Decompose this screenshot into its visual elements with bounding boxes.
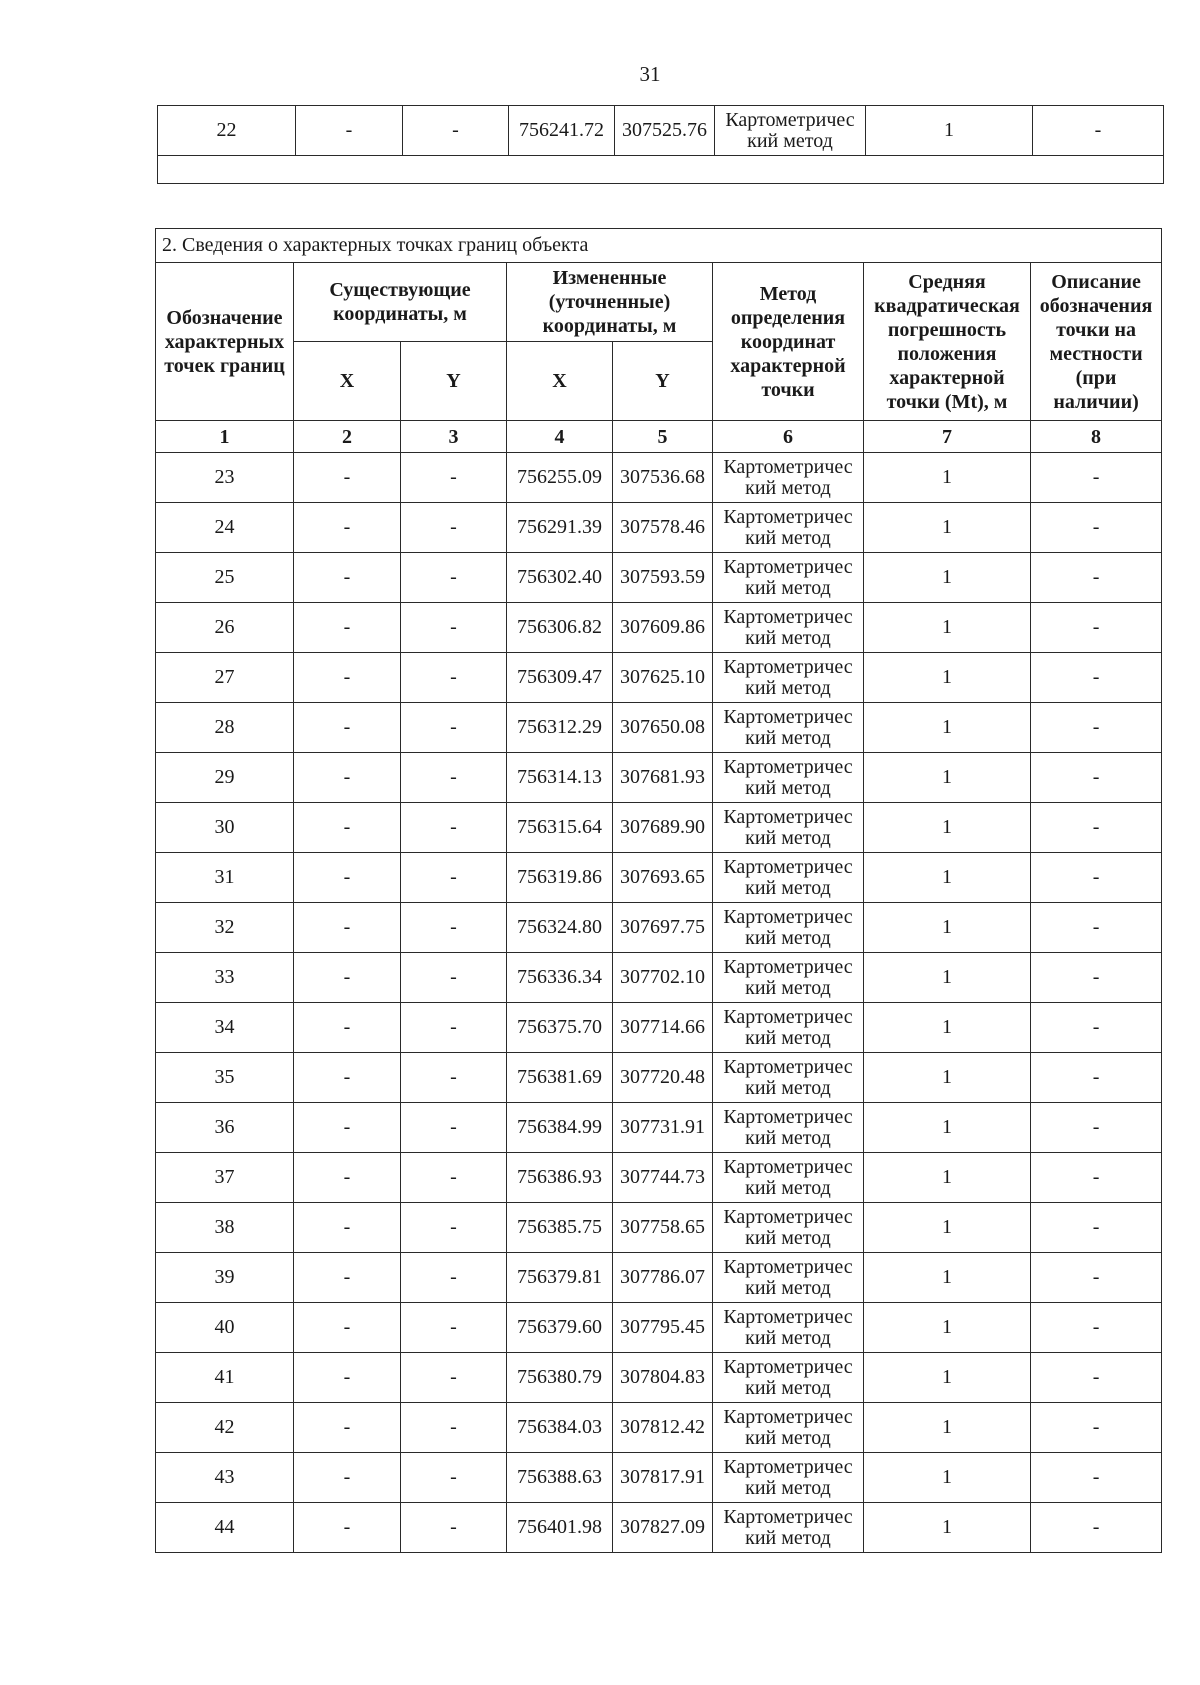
error-cell: 1 <box>864 853 1031 903</box>
changed-x-cell: 756309.47 <box>507 653 613 703</box>
point-cell: 24 <box>156 503 294 553</box>
header-description: Описание обозначения точки на местности (при наличии) <box>1031 263 1162 421</box>
changed-x-cell: 756291.39 <box>507 503 613 553</box>
method-line-1: Картометричес <box>725 108 855 131</box>
description-cell: - <box>1031 1503 1162 1553</box>
method-line-1: Картометричес <box>723 505 853 528</box>
method-line-1: Картометричес <box>723 1205 853 1228</box>
changed-y-cell: 307702.10 <box>613 953 713 1003</box>
existing-x-cell: - <box>294 1403 401 1453</box>
error-cell: 1 <box>864 903 1031 953</box>
method-cell <box>713 1253 864 1303</box>
error-cell: 1 <box>864 1453 1031 1503</box>
description-cell: - <box>1033 106 1164 156</box>
error-cell: 1 <box>864 603 1031 653</box>
table-row <box>156 1103 1162 1153</box>
point-cell: 39 <box>156 1253 294 1303</box>
existing-y-cell: - <box>401 1003 507 1053</box>
changed-y-cell: 307578.46 <box>613 503 713 553</box>
method-line-2: кий метод <box>745 1426 831 1449</box>
method-cell <box>713 1203 864 1253</box>
method-cell <box>715 106 866 156</box>
header-existing-coordinates: Существующие координаты, м <box>294 263 507 342</box>
section-title: 2. Сведения о характерных точках границ объекта <box>156 229 1162 263</box>
method-cell <box>713 1453 864 1503</box>
point-cell: 28 <box>156 703 294 753</box>
changed-x-cell: 756336.34 <box>507 953 613 1003</box>
changed-x-cell: 756379.60 <box>507 1303 613 1353</box>
method-line-2: кий метод <box>745 1076 831 1099</box>
description-cell: - <box>1031 1253 1162 1303</box>
existing-x-cell: - <box>294 653 401 703</box>
existing-y-cell: - <box>401 603 507 653</box>
point-cell: 33 <box>156 953 294 1003</box>
method-line-2: кий метод <box>745 1226 831 1249</box>
existing-y-cell: - <box>401 803 507 853</box>
col-number-7: 7 <box>864 421 1031 453</box>
changed-x-cell: 756306.82 <box>507 603 613 653</box>
error-cell: 1 <box>864 953 1031 1003</box>
method-cell <box>713 603 864 653</box>
table-row <box>156 603 1162 653</box>
method-line-1: Картометричес <box>723 655 853 678</box>
changed-x-cell: 756241.72 <box>509 106 615 156</box>
table-row <box>156 703 1162 753</box>
existing-x-cell: - <box>294 1353 401 1403</box>
existing-y-cell: - <box>401 953 507 1003</box>
changed-x-cell: 756319.86 <box>507 853 613 903</box>
method-line-1: Картометричес <box>723 1405 853 1428</box>
table-row <box>156 753 1162 803</box>
method-cell <box>713 703 864 753</box>
method-line-2: кий метод <box>745 1526 831 1549</box>
method-line-1: Картометричес <box>723 805 853 828</box>
boundary-points-table <box>155 228 1162 1553</box>
existing-y-cell: - <box>401 1453 507 1503</box>
error-cell: 1 <box>864 1003 1031 1053</box>
col-number-8: 8 <box>1031 421 1162 453</box>
method-line-2: кий метод <box>745 1276 831 1299</box>
point-cell: 25 <box>156 553 294 603</box>
existing-x-cell: - <box>294 803 401 853</box>
existing-x-cell: - <box>294 1453 401 1503</box>
section-title-row <box>156 229 1162 263</box>
description-cell: - <box>1031 1353 1162 1403</box>
changed-x-cell: 756312.29 <box>507 703 613 753</box>
method-line-1: Картометричес <box>723 1455 853 1478</box>
existing-y-cell: - <box>401 1253 507 1303</box>
existing-y-cell: - <box>401 1153 507 1203</box>
method-line-2: кий метод <box>745 1176 831 1199</box>
changed-y-cell: 307731.91 <box>613 1103 713 1153</box>
method-line-1: Картометричес <box>723 1355 853 1378</box>
existing-x-cell: - <box>294 853 401 903</box>
changed-y-cell: 307593.59 <box>613 553 713 603</box>
error-cell: 1 <box>864 503 1031 553</box>
point-cell: 30 <box>156 803 294 853</box>
existing-x-cell: - <box>294 1503 401 1553</box>
description-cell: - <box>1031 603 1162 653</box>
method-cell <box>713 903 864 953</box>
changed-y-cell: 307650.08 <box>613 703 713 753</box>
existing-y-cell: - <box>401 1303 507 1353</box>
method-line-1: Картометричес <box>723 855 853 878</box>
error-cell: 1 <box>864 553 1031 603</box>
description-cell: - <box>1031 1103 1162 1153</box>
changed-y-cell: 307693.65 <box>613 853 713 903</box>
changed-x-cell: 756388.63 <box>507 1453 613 1503</box>
existing-y-cell: - <box>401 903 507 953</box>
point-cell: 36 <box>156 1103 294 1153</box>
method-cell <box>713 453 864 503</box>
changed-x-cell: 756375.70 <box>507 1003 613 1053</box>
method-line-1: Картометричес <box>723 1105 853 1128</box>
changed-y-cell: 307795.45 <box>613 1303 713 1353</box>
changed-x-cell: 756401.98 <box>507 1503 613 1553</box>
table-row <box>156 653 1162 703</box>
existing-y-cell: - <box>401 1203 507 1253</box>
point-cell: 22 <box>158 106 296 156</box>
error-cell: 1 <box>864 1353 1031 1403</box>
error-cell: 1 <box>864 1103 1031 1153</box>
changed-y-cell: 307786.07 <box>613 1253 713 1303</box>
method-line-1: Картометричес <box>723 455 853 478</box>
method-line-2: кий метод <box>745 726 831 749</box>
col-number-4: 4 <box>507 421 613 453</box>
method-line-2: кий метод <box>745 1026 831 1049</box>
description-cell: - <box>1031 1053 1162 1103</box>
existing-y-cell: - <box>401 853 507 903</box>
changed-y-cell: 307744.73 <box>613 1153 713 1203</box>
method-line-2: кий метод <box>745 576 831 599</box>
description-cell: - <box>1031 1153 1162 1203</box>
table-row <box>156 1453 1162 1503</box>
method-line-2: кий метод <box>745 676 831 699</box>
col-number-3: 3 <box>401 421 507 453</box>
point-cell: 27 <box>156 653 294 703</box>
description-cell: - <box>1031 503 1162 553</box>
existing-x-cell: - <box>294 1003 401 1053</box>
method-line-1: Картометричес <box>723 1155 853 1178</box>
existing-x-cell: - <box>294 903 401 953</box>
method-line-2: кий метод <box>745 1326 831 1349</box>
changed-y-cell: 307525.76 <box>615 106 715 156</box>
changed-y-cell: 307827.09 <box>613 1503 713 1553</box>
existing-y-cell: - <box>401 653 507 703</box>
existing-x-cell: - <box>294 1103 401 1153</box>
previous-rows <box>158 106 1164 156</box>
method-line-2: кий метод <box>745 626 831 649</box>
existing-y-cell: - <box>401 1403 507 1453</box>
header-row-1 <box>156 263 1162 342</box>
existing-x-cell: - <box>294 453 401 503</box>
existing-y-cell: - <box>401 1053 507 1103</box>
table-row <box>156 1403 1162 1453</box>
error-cell: 1 <box>864 653 1031 703</box>
changed-x-cell: 756324.80 <box>507 903 613 953</box>
method-line-2: кий метод <box>745 1126 831 1149</box>
method-cell <box>713 1403 864 1453</box>
error-cell: 1 <box>864 1053 1031 1103</box>
existing-x-cell: - <box>294 1203 401 1253</box>
changed-x-cell: 756379.81 <box>507 1253 613 1303</box>
existing-x-cell: - <box>294 1153 401 1203</box>
method-line-1: Картометричес <box>723 705 853 728</box>
method-line-1: Картометричес <box>723 605 853 628</box>
description-cell: - <box>1031 803 1162 853</box>
method-line-2: кий метод <box>745 826 831 849</box>
previous-empty-row <box>158 156 1164 184</box>
existing-y-cell: - <box>401 553 507 603</box>
method-line-1: Картометричес <box>723 555 853 578</box>
data-rows <box>156 453 1162 1553</box>
method-line-2: кий метод <box>745 1476 831 1499</box>
changed-y-cell: 307536.68 <box>613 453 713 503</box>
table-row <box>156 903 1162 953</box>
point-cell: 41 <box>156 1353 294 1403</box>
table-row <box>156 1303 1162 1353</box>
existing-x-cell: - <box>294 1253 401 1303</box>
changed-y-cell: 307689.90 <box>613 803 713 853</box>
description-cell: - <box>1031 553 1162 603</box>
table-row <box>156 853 1162 903</box>
existing-x-cell: - <box>294 503 401 553</box>
method-line-1: Картометричес <box>723 955 853 978</box>
description-cell: - <box>1031 1303 1162 1353</box>
point-cell: 42 <box>156 1403 294 1453</box>
description-cell: - <box>1031 1403 1162 1453</box>
method-cell <box>713 1103 864 1153</box>
method-cell <box>713 503 864 553</box>
method-cell <box>713 803 864 853</box>
existing-x-cell: - <box>294 553 401 603</box>
changed-x-cell: 756302.40 <box>507 553 613 603</box>
method-cell <box>713 1153 864 1203</box>
point-cell: 44 <box>156 1503 294 1553</box>
description-cell: - <box>1031 753 1162 803</box>
col-number-2: 2 <box>294 421 401 453</box>
point-cell: 34 <box>156 1003 294 1053</box>
col-number-1: 1 <box>156 421 294 453</box>
existing-y-cell: - <box>401 703 507 753</box>
method-line-1: Картометричес <box>723 1005 853 1028</box>
error-cell: 1 <box>864 753 1031 803</box>
point-cell: 38 <box>156 1203 294 1253</box>
method-line-1: Картометричес <box>723 905 853 928</box>
changed-y-cell: 307681.93 <box>613 753 713 803</box>
table-row <box>156 1053 1162 1103</box>
existing-x-cell: - <box>294 1303 401 1353</box>
error-cell: 1 <box>864 1153 1031 1203</box>
existing-x-cell: - <box>294 703 401 753</box>
existing-x-cell: - <box>294 753 401 803</box>
existing-y-cell: - <box>401 453 507 503</box>
changed-x-cell: 756384.03 <box>507 1403 613 1453</box>
point-cell: 23 <box>156 453 294 503</box>
header-changed-x: X <box>507 342 613 421</box>
table-row <box>156 953 1162 1003</box>
error-cell: 1 <box>864 803 1031 853</box>
changed-y-cell: 307625.10 <box>613 653 713 703</box>
method-cell <box>713 953 864 1003</box>
existing-y-cell: - <box>401 1103 507 1153</box>
table-row <box>156 1503 1162 1553</box>
existing-x-cell: - <box>296 106 403 156</box>
method-cell <box>713 1503 864 1553</box>
header-error: Средняя квадратическая погрешность положения характерной точки (Mt), м <box>864 263 1031 421</box>
description-cell: - <box>1031 1003 1162 1053</box>
method-line-1: Картометричес <box>723 1305 853 1328</box>
table-row <box>156 803 1162 853</box>
method-cell <box>713 753 864 803</box>
point-cell: 32 <box>156 903 294 953</box>
error-cell: 1 <box>864 1203 1031 1253</box>
changed-x-cell: 756385.75 <box>507 1203 613 1253</box>
point-cell: 31 <box>156 853 294 903</box>
point-cell: 29 <box>156 753 294 803</box>
error-cell: 1 <box>864 1403 1031 1453</box>
method-line-2: кий метод <box>745 1376 831 1399</box>
method-cell <box>713 553 864 603</box>
header-existing-y: Y <box>401 342 507 421</box>
existing-x-cell: - <box>294 603 401 653</box>
changed-x-cell: 756384.99 <box>507 1103 613 1153</box>
method-cell <box>713 1003 864 1053</box>
page-number: 31 <box>639 62 661 86</box>
changed-y-cell: 307720.48 <box>613 1053 713 1103</box>
changed-y-cell: 307697.75 <box>613 903 713 953</box>
method-line-2: кий метод <box>745 476 831 499</box>
error-cell: 1 <box>864 1303 1031 1353</box>
method-line-2: кий метод <box>747 129 833 152</box>
error-cell: 1 <box>864 1503 1031 1553</box>
header-changed-y: Y <box>613 342 713 421</box>
previous-section-table <box>157 105 1164 184</box>
changed-y-cell: 307609.86 <box>613 603 713 653</box>
point-cell: 37 <box>156 1153 294 1203</box>
point-cell: 43 <box>156 1453 294 1503</box>
table-row <box>156 453 1162 503</box>
table-row <box>156 1203 1162 1253</box>
existing-y-cell: - <box>401 503 507 553</box>
method-cell <box>713 1303 864 1353</box>
method-line-1: Картометричес <box>723 1055 853 1078</box>
table-row <box>156 1253 1162 1303</box>
changed-x-cell: 756380.79 <box>507 1353 613 1403</box>
changed-y-cell: 307812.42 <box>613 1403 713 1453</box>
method-line-2: кий метод <box>745 876 831 899</box>
point-cell: 35 <box>156 1053 294 1103</box>
error-cell: 1 <box>866 106 1033 156</box>
header-changed-coordinates: Измененные (уточненные) координаты, м <box>507 263 713 342</box>
method-line-2: кий метод <box>745 526 831 549</box>
header-existing-x: X <box>294 342 401 421</box>
method-cell <box>713 853 864 903</box>
description-cell: - <box>1031 703 1162 753</box>
description-cell: - <box>1031 953 1162 1003</box>
method-cell <box>713 1053 864 1103</box>
existing-y-cell: - <box>401 1353 507 1403</box>
point-cell: 26 <box>156 603 294 653</box>
method-cell <box>713 653 864 703</box>
description-cell: - <box>1031 1453 1162 1503</box>
changed-x-cell: 756386.93 <box>507 1153 613 1203</box>
method-cell <box>713 1353 864 1403</box>
changed-x-cell: 756255.09 <box>507 453 613 503</box>
error-cell: 1 <box>864 1253 1031 1303</box>
empty-cell <box>158 156 1164 184</box>
table-row <box>156 553 1162 603</box>
description-cell: - <box>1031 903 1162 953</box>
changed-y-cell: 307714.66 <box>613 1003 713 1053</box>
changed-y-cell: 307758.65 <box>613 1203 713 1253</box>
existing-y-cell: - <box>403 106 509 156</box>
existing-y-cell: - <box>401 753 507 803</box>
table-row <box>158 106 1164 156</box>
error-cell: 1 <box>864 453 1031 503</box>
description-cell: - <box>1031 1203 1162 1253</box>
existing-x-cell: - <box>294 953 401 1003</box>
table-row <box>156 503 1162 553</box>
column-number-row <box>156 421 1162 453</box>
table-row <box>156 1003 1162 1053</box>
description-cell: - <box>1031 653 1162 703</box>
method-line-2: кий метод <box>745 926 831 949</box>
changed-y-cell: 307804.83 <box>613 1353 713 1403</box>
description-cell: - <box>1031 453 1162 503</box>
changed-x-cell: 756315.64 <box>507 803 613 853</box>
error-cell: 1 <box>864 703 1031 753</box>
changed-x-cell: 756381.69 <box>507 1053 613 1103</box>
method-line-1: Картометричес <box>723 755 853 778</box>
description-cell: - <box>1031 853 1162 903</box>
col-number-5: 5 <box>613 421 713 453</box>
point-cell: 40 <box>156 1303 294 1353</box>
method-line-1: Картометричес <box>723 1255 853 1278</box>
table-row <box>156 1153 1162 1203</box>
existing-x-cell: - <box>294 1053 401 1103</box>
method-line-2: кий метод <box>745 776 831 799</box>
method-line-1: Картометричес <box>723 1505 853 1528</box>
existing-y-cell: - <box>401 1503 507 1553</box>
table-row <box>156 1353 1162 1403</box>
changed-y-cell: 307817.91 <box>613 1453 713 1503</box>
changed-x-cell: 756314.13 <box>507 753 613 803</box>
header-method: Метод определения координат характерной точки <box>713 263 864 421</box>
col-number-6: 6 <box>713 421 864 453</box>
method-line-2: кий метод <box>745 976 831 999</box>
header-designation: Обозначение характерных точек границ <box>156 263 294 421</box>
